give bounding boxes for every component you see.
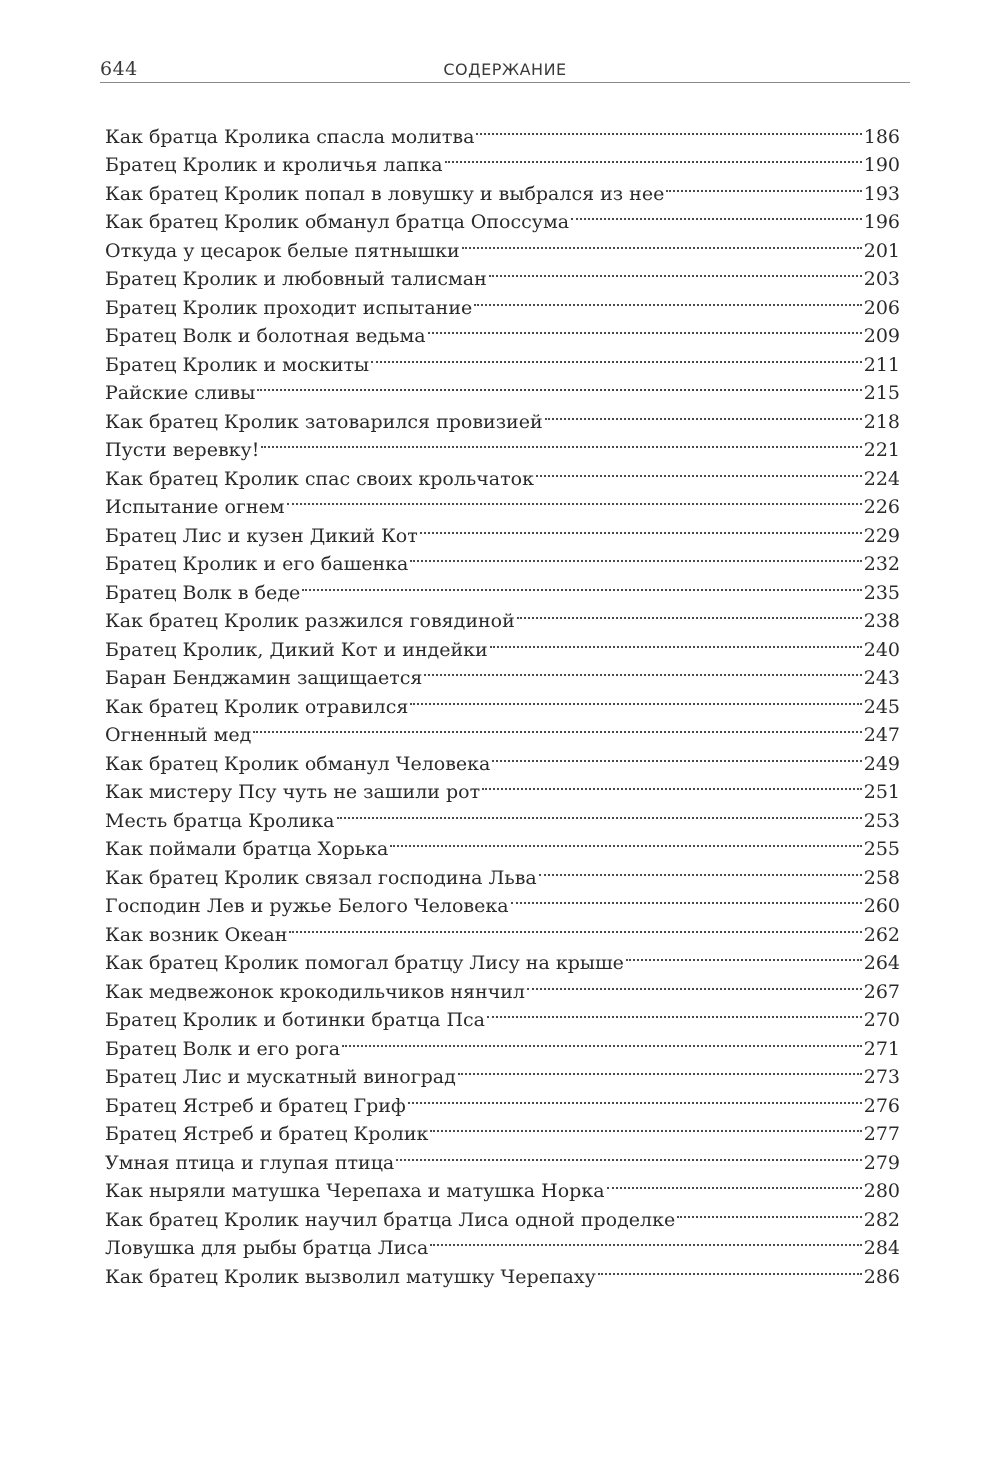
toc-dot-leader [428, 314, 862, 343]
toc-entry-title: Братец Лис и мускатный виноград [105, 1066, 456, 1088]
toc-dot-leader [482, 770, 862, 799]
toc-entry-title: Баран Бенджамин защищается [105, 667, 423, 689]
toc-entry-page-number: 235 [863, 581, 900, 604]
toc-entry-page-number: 209 [863, 325, 900, 347]
toc-dot-leader [390, 827, 861, 856]
toc-entry-page-number: 193 [863, 182, 900, 205]
toc-entry-title: Как братец Кролик вызволил матушку Черепаху [105, 1265, 596, 1288]
toc-entry-title: Как братец Кролик обманул братца Опоссума [105, 211, 570, 233]
toc-dot-leader [511, 884, 862, 913]
toc-entry-title: Как возник Океан [105, 923, 288, 946]
toc-dot-leader [371, 342, 862, 371]
toc-dot-leader [666, 171, 861, 200]
toc-entry-title: Как поймали братца Хорька [105, 838, 389, 860]
toc-dot-leader [492, 741, 861, 770]
table-of-contents [105, 114, 900, 1288]
toc-dot-leader [626, 941, 862, 970]
toc-dot-leader [408, 1083, 862, 1112]
toc-dot-leader [396, 1140, 861, 1169]
section-title: СОДЕРЖАНИЕ [443, 60, 567, 79]
toc-dot-leader [257, 371, 861, 400]
toc-entry-page-number: 211 [863, 353, 900, 376]
toc-dot-leader [287, 485, 862, 514]
toc-dot-leader [571, 200, 862, 229]
toc-entry-page-number: 238 [863, 610, 900, 632]
toc-entry-page-number: 280 [863, 1180, 900, 1202]
toc-entry-title: Как братец Кролик попал в ловушку и выбрался из нее [105, 182, 665, 205]
toc-entry-title: Как мистеру Псу чуть не зашили рот [105, 781, 481, 803]
running-head [100, 58, 910, 84]
toc-entry-page-number: 249 [863, 752, 900, 775]
toc-dot-leader [598, 1254, 862, 1283]
toc-entry-title: Братец Кролик, Дикий Кот и индейки [105, 638, 488, 661]
toc-dot-leader [253, 713, 861, 742]
toc-entry-title: Братец Лис и кузен Дикий Кот [105, 524, 418, 547]
toc-entry-page-number: 243 [863, 667, 900, 689]
toc-entry-title: Братец Кролик и кроличья лапка [105, 154, 443, 176]
toc-entry-title: Как братец Кролик разжился говядиной [105, 610, 515, 632]
toc-entry-page-number: 245 [863, 695, 900, 718]
toc-entry-title: Братец Кролик и москиты [105, 353, 370, 376]
toc-entry-title: Братец Кролик и любовный талисман [105, 268, 487, 290]
toc-entry-page-number: 255 [863, 838, 900, 860]
toc-entry-page-number: 201 [863, 239, 900, 262]
toc-entry-page-number: 186 [863, 125, 900, 148]
toc-entry-page-number: 260 [863, 895, 900, 917]
toc-entry-page-number: 284 [863, 1237, 900, 1259]
toc-entry-title: Братец Ястреб и братец Кролик [105, 1123, 429, 1145]
toc-entry-page-number: 247 [863, 724, 900, 746]
toc-dot-leader [527, 969, 862, 998]
toc-entry-page-number: 264 [863, 952, 900, 974]
toc-entry-page-number: 277 [863, 1123, 900, 1145]
toc-dot-leader [424, 656, 861, 685]
toc-dot-leader [474, 285, 861, 314]
toc-entry-title: Как братца Кролика спасла молитва [105, 125, 475, 148]
toc-entry-title: Ловушка для рыбы братца Лиса [105, 1237, 429, 1259]
toc-entry-title: Пусти веревку! [105, 439, 260, 461]
toc-dot-leader [445, 143, 862, 172]
toc-entry-page-number: 218 [863, 410, 900, 433]
toc-entry-title: Братец Ястреб и братец Гриф [105, 1094, 406, 1117]
toc-entry-page-number: 221 [863, 439, 900, 461]
toc-dot-leader [430, 1226, 861, 1255]
toc-dot-leader [490, 627, 862, 656]
toc-entry-page-number: 270 [863, 1009, 900, 1031]
toc-dot-leader [545, 399, 862, 428]
toc-entry-title: Как братец Кролик спас своих крольчаток [105, 467, 534, 490]
toc-dot-leader [517, 599, 862, 628]
toc-entry-page-number: 226 [863, 496, 900, 518]
toc-dot-leader [462, 228, 862, 257]
toc-entry-title: Братец Кролик проходит испытание [105, 296, 473, 319]
toc-entry-title: Как ныряли матушка Черепаха и матушка Норка [105, 1180, 605, 1202]
toc-dot-leader [420, 513, 862, 542]
toc-entry-page-number: 273 [863, 1066, 900, 1088]
toc-entry-page-number: 240 [863, 638, 900, 661]
toc-entry-title: Господин Лев и ружье Белого Человека [105, 895, 509, 917]
toc-dot-leader [410, 542, 861, 571]
toc-entry-page-number: 286 [863, 1265, 900, 1288]
toc-entry-title: Братец Волк в беде [105, 581, 301, 604]
toc-dot-leader [677, 1197, 861, 1226]
toc-entry-page-number: 229 [863, 524, 900, 547]
toc-entry-page-number: 276 [863, 1094, 900, 1117]
toc-dot-leader [476, 114, 861, 143]
toc-dot-leader [410, 684, 861, 713]
toc-dot-leader [302, 570, 862, 599]
header-rule [100, 82, 910, 83]
toc-entry-page-number: 262 [863, 923, 900, 946]
toc-dot-leader [289, 912, 861, 941]
toc-entry-title: Братец Кролик и его башенка [105, 553, 409, 575]
toc-entry-title: Как братец Кролик обманул Человека [105, 752, 491, 775]
toc-entry-title: Братец Волк и его рога [105, 1037, 341, 1060]
toc-dot-leader [607, 1169, 862, 1198]
toc-dot-leader [430, 1112, 861, 1141]
toc-dot-leader [489, 257, 862, 286]
toc-entry-page-number: 267 [863, 980, 900, 1003]
toc-dot-leader [539, 855, 862, 884]
toc-entry-page-number: 190 [863, 154, 900, 176]
toc-entry-page-number: 203 [863, 268, 900, 290]
toc-entry-page-number: 258 [863, 866, 900, 889]
toc-dot-leader [536, 456, 862, 485]
toc-entry-title: Испытание огнем [105, 496, 285, 518]
toc-entry-page-number: 215 [863, 382, 900, 404]
toc-entry-title: Как братец Кролик научил братца Лиса одной проделке [105, 1208, 676, 1231]
toc-entry-title: Месть братца Кролика [105, 809, 335, 832]
toc-entry-title: Как братец Кролик отравился [105, 695, 409, 718]
toc-entry-page-number: 271 [863, 1037, 900, 1060]
toc-dot-leader [487, 998, 862, 1027]
toc-entry-title: Откуда у цесарок белые пятнышки [105, 239, 460, 262]
toc-entry-page-number: 224 [863, 467, 900, 490]
toc-entry-page-number: 253 [863, 809, 900, 832]
toc-dot-leader [337, 798, 862, 827]
toc-entry-title: Как медвежонок крокодильчиков нянчил [105, 980, 525, 1003]
toc-entry-page-number: 232 [863, 553, 900, 575]
toc-dot-leader [261, 428, 861, 457]
toc-entry-page-number: 282 [863, 1208, 900, 1231]
toc-dot-leader [342, 1026, 862, 1055]
toc-entry-title: Райские сливы [105, 382, 256, 404]
toc-entry-title: Как братец Кролик затоварился провизией [105, 410, 543, 433]
toc-entry-title: Братец Волк и болотная ведьма [105, 325, 426, 347]
toc-entry-title: Братец Кролик и ботинки братца Пса [105, 1009, 485, 1031]
toc-entry [105, 114, 900, 148]
toc-entry-page-number: 251 [863, 781, 900, 803]
toc-entry-title: Как братец Кролик помогал братцу Лису на крыше [105, 952, 624, 974]
toc-entry-page-number: 279 [863, 1151, 900, 1174]
toc-entry-page-number: 196 [863, 211, 900, 233]
toc-entry-title: Огненный мед [105, 724, 252, 746]
toc-entry-title: Как братец Кролик связал господина Льва [105, 866, 537, 889]
toc-entry-page-number: 206 [863, 296, 900, 319]
page-number: 644 [100, 58, 138, 80]
toc-dot-leader [458, 1055, 862, 1084]
toc-entry-title: Умная птица и глупая птица [105, 1151, 395, 1174]
